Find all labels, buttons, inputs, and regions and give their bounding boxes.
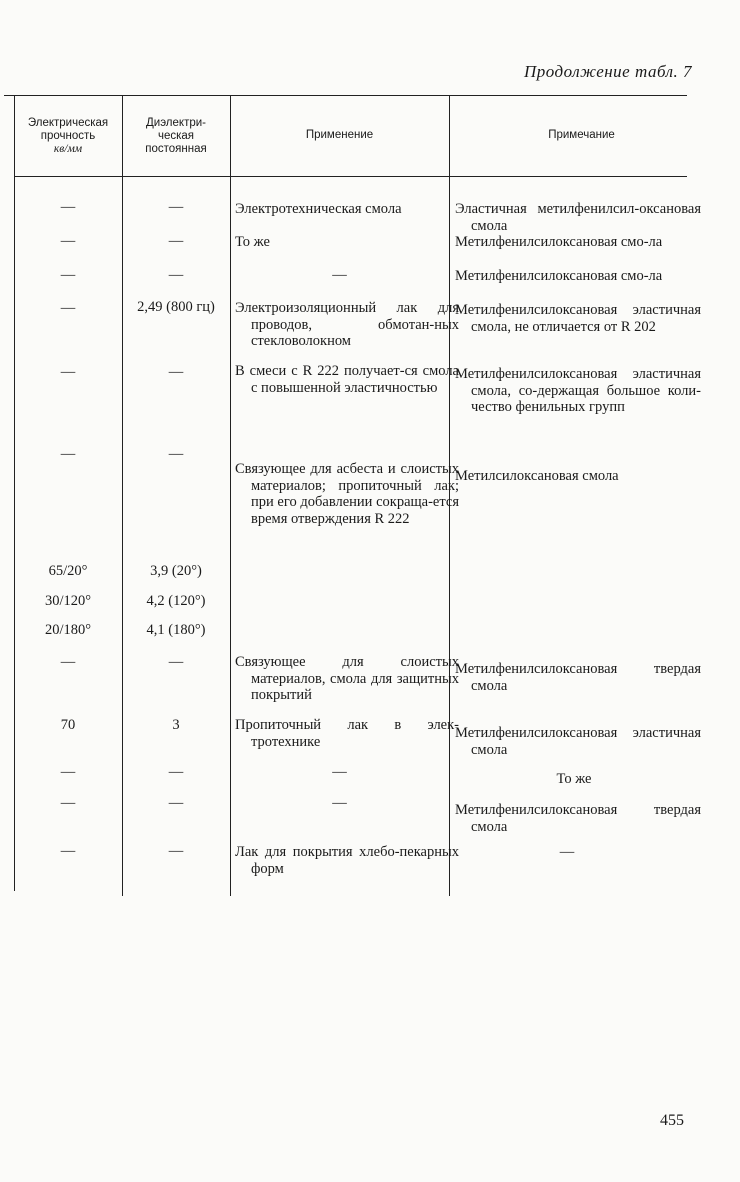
cell-dielectric: — xyxy=(168,233,184,249)
cell-application: — xyxy=(332,267,347,283)
cell-dielectric: 4,2 (120°) xyxy=(146,593,206,609)
cell-dielectric: 3,9 (20°) xyxy=(150,563,202,579)
cell-strength: — xyxy=(60,843,76,859)
cell-application: Связующее для слоистых материалов, смола для защитных покрытий xyxy=(235,654,459,703)
cell-dielectric: 2,49 (800 гц) xyxy=(137,299,215,315)
cell-strength: 65/20° xyxy=(48,563,88,579)
cell-dielectric: 4,1 (180°) xyxy=(146,622,206,638)
header-electric-strength xyxy=(14,117,122,156)
cell-note: То же xyxy=(556,771,592,787)
header-text: прочность xyxy=(40,130,96,142)
cell-application: То же xyxy=(235,234,270,250)
cell-note: Метилфенилсилоксановая смо-ла xyxy=(455,268,663,284)
cell-application: В смеси с R 222 получает-ся смола с повышенной эластичностью xyxy=(235,363,459,396)
cell-strength: 30/120° xyxy=(44,593,92,609)
cell-application: — xyxy=(332,764,347,780)
cell-strength: — xyxy=(60,300,76,316)
cell-strength: — xyxy=(60,654,76,670)
header-unit: кв/мм xyxy=(53,143,83,155)
header-application: Применение xyxy=(305,129,374,141)
cell-dielectric: — xyxy=(168,267,184,283)
cell-strength: — xyxy=(60,764,76,780)
cell-application: Лак для покрытия хлебо-пекарных форм xyxy=(235,844,459,877)
cell-strength: — xyxy=(60,446,76,462)
cell-application: — xyxy=(332,795,347,811)
cell-application: Пропиточный лак в элек-тротехнике xyxy=(235,717,459,750)
cell-strength: — xyxy=(60,267,76,283)
cell-note: Метилфенилсилоксановая твердая смола xyxy=(455,661,701,694)
cell-note: Метилсилоксановая смола xyxy=(455,468,619,484)
cell-note: Метилфенилсилоксановая смо-ла xyxy=(455,234,663,250)
cell-strength: — xyxy=(60,199,76,215)
cell-note: Метилфенилсилоксановая эластичная смола xyxy=(455,725,701,758)
header-dielectric-constant xyxy=(122,117,230,156)
cell-note: Метилфенилсилоксановая эластичная смола, не отличается от R 202 xyxy=(455,302,701,335)
cell-dielectric: — xyxy=(168,843,184,859)
cell-dielectric: — xyxy=(168,795,184,811)
cell-strength: — xyxy=(60,233,76,249)
table-top-rule xyxy=(4,95,687,96)
cell-dielectric: — xyxy=(168,764,184,780)
cell-note: Метилфенилсилоксановая эластичная смола, со-держащая большое коли-чество фенильных групп xyxy=(455,366,701,415)
cell-dielectric: — xyxy=(168,364,184,380)
header-text: Диэлектри- xyxy=(145,117,206,129)
table-continuation-caption: Продолжение табл. 7 xyxy=(523,62,692,81)
cell-application: Электроизоляционный лак для проводов, обмотан-ных стекловолокном xyxy=(235,300,459,349)
header-note: Примечание xyxy=(548,129,615,141)
cell-strength: — xyxy=(60,795,76,811)
cell-strength: 70 xyxy=(60,717,76,733)
cell-application: Связующее для асбеста и слоистых материалов; пропиточный лак; при его добавлении сокраща-ется время отверждения R 222 xyxy=(235,461,459,527)
cell-dielectric: — xyxy=(168,654,184,670)
header-text: постоянная xyxy=(145,143,207,155)
header-text: ческая xyxy=(157,130,195,142)
cell-strength: 20/180° xyxy=(44,622,92,638)
cell-dielectric: — xyxy=(168,446,184,462)
cell-strength: — xyxy=(60,364,76,380)
cell-dielectric: — xyxy=(168,199,184,215)
cell-application: Электротехническая смола xyxy=(235,201,402,217)
cell-note: Эластичная метилфенилсил-оксановая смола xyxy=(455,201,701,234)
cell-dielectric: 3 xyxy=(172,717,180,733)
header-text: Электрическая xyxy=(27,117,109,129)
cell-note: Метилфенилсилоксановая твердая смола xyxy=(455,802,701,835)
table-header-rule xyxy=(14,176,687,177)
page-number: 455 xyxy=(660,1112,684,1129)
cell-note: — xyxy=(559,844,575,860)
